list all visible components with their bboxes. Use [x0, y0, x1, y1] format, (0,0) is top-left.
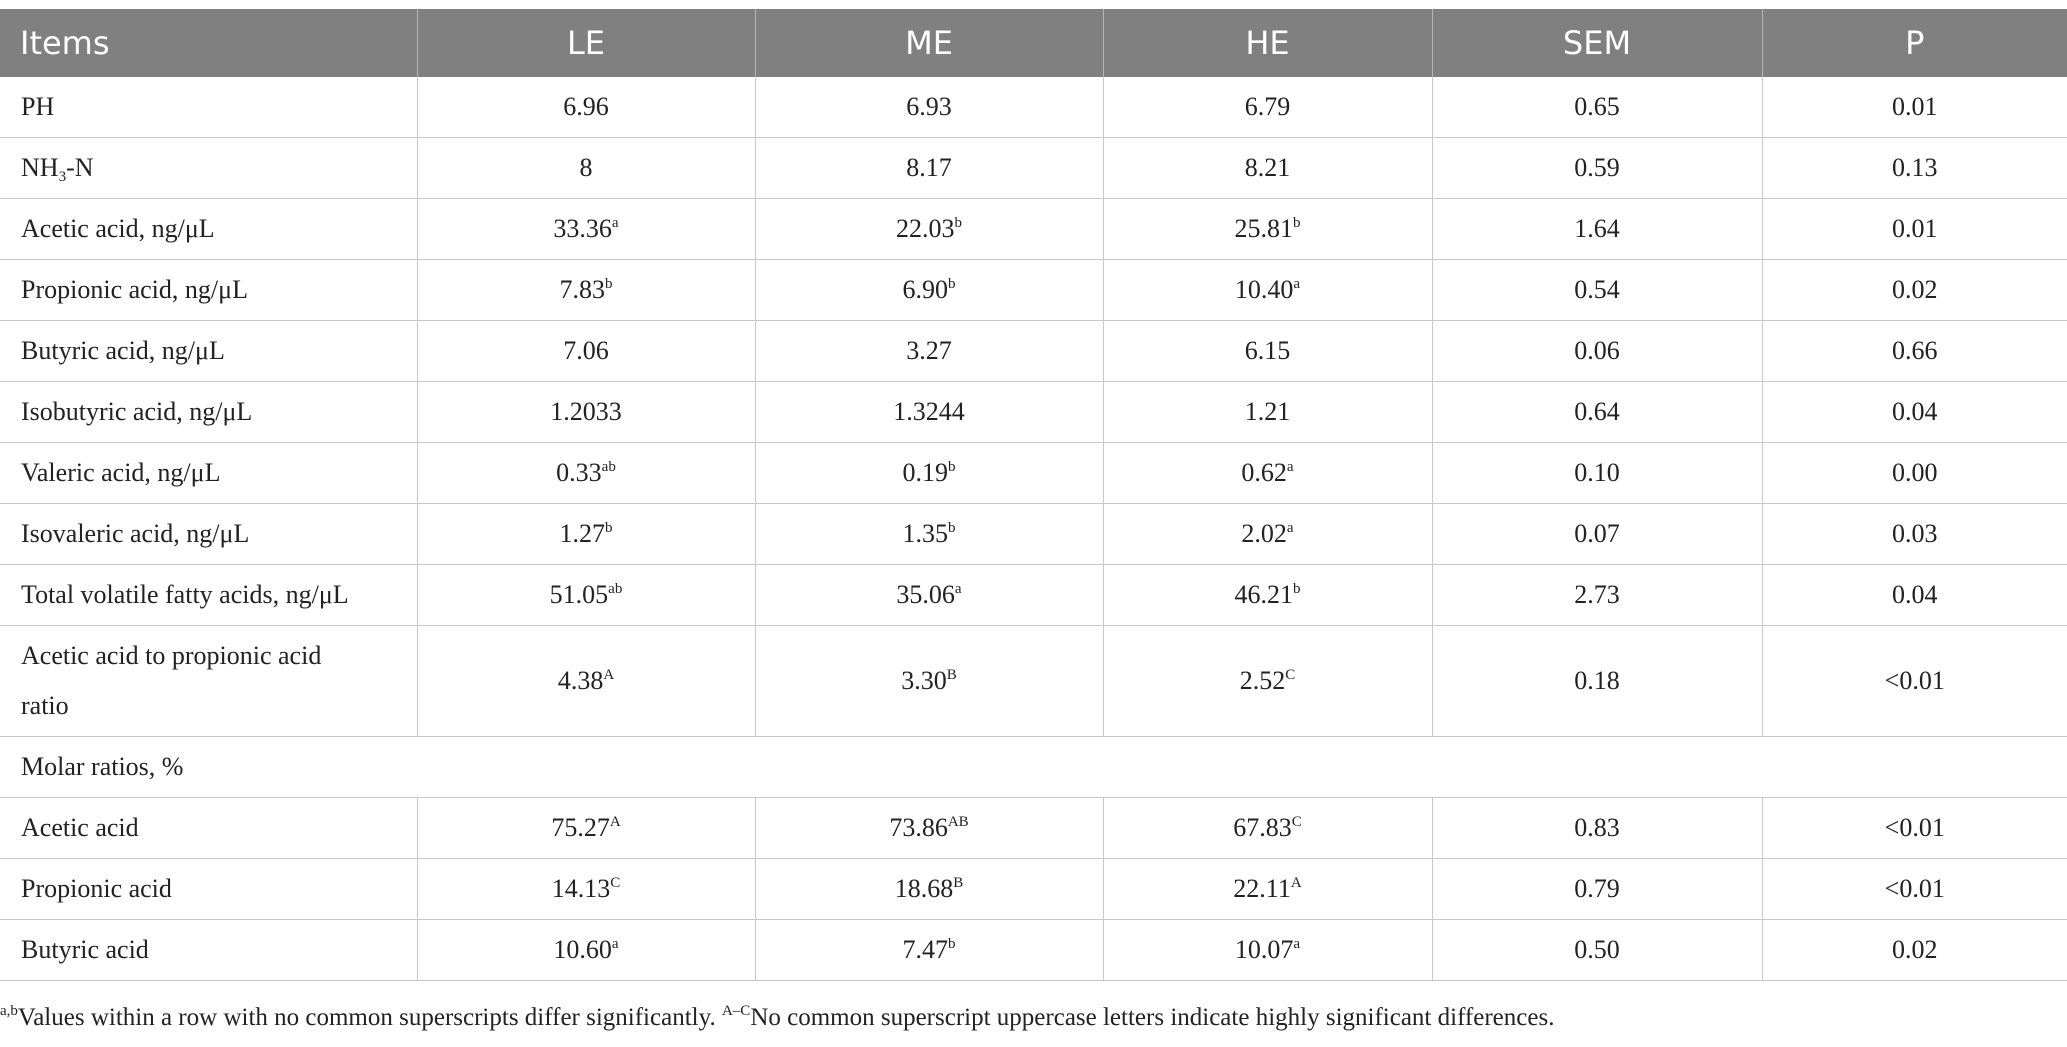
cell-he: 25.81$^b$	[1103, 199, 1432, 260]
table-row	[0, 798, 2067, 859]
table-row	[0, 565, 2067, 626]
cell-p: 0.66	[1762, 321, 2067, 382]
row-label: Isobutyric acid, ng/μL	[0, 382, 417, 443]
cell-me: 22.03$^b$	[755, 199, 1103, 260]
cell-p: <0.01	[1762, 859, 2067, 920]
cell-he: $67.83^C$	[1103, 798, 1432, 859]
cell-sem: 0.79	[1432, 859, 1762, 920]
cell-he: 46.21$^b$	[1103, 565, 1432, 626]
row-label: Propionic acid	[0, 859, 417, 920]
table-row	[0, 443, 2067, 504]
header-he: HE	[1103, 9, 1432, 77]
row-label: Valeric acid, ng/μL	[0, 443, 417, 504]
cell-me: 35.06$^a$	[755, 565, 1103, 626]
cell-he: 1.21	[1103, 382, 1432, 443]
footnote-sup-lowercase: a,b	[0, 1003, 18, 1019]
row-label: Butyric acid	[0, 920, 417, 981]
cell-he: 8.21	[1103, 138, 1432, 199]
header-items: Items	[0, 9, 417, 77]
cell-sem: 0.54	[1432, 260, 1762, 321]
cell-le: 0.33$^{ab}$	[417, 443, 755, 504]
cell-he: $2.52^C$	[1103, 626, 1432, 737]
cell-p: <0.01	[1762, 798, 2067, 859]
section-label: Molar ratios, %	[0, 737, 2067, 798]
cell-he: 0.62$^a$	[1103, 443, 1432, 504]
cell-me: $73.86^{AB}$	[755, 798, 1103, 859]
header-me: ME	[755, 9, 1103, 77]
cell-sem: 0.10	[1432, 443, 1762, 504]
footnote-text-lowercase: Values within a row with no common superscripts differ significantly.	[17, 1004, 722, 1031]
row-label: Butyric acid, ng/μL	[0, 321, 417, 382]
cell-sem: 0.50	[1432, 920, 1762, 981]
header-row	[0, 9, 2067, 77]
cell-me: 1.3244	[755, 382, 1103, 443]
table-header	[0, 9, 2067, 77]
table-row	[0, 504, 2067, 565]
table-row	[0, 77, 2067, 138]
row-label: Total volatile fatty acids, ng/μL	[0, 565, 417, 626]
cell-p: <0.01	[1762, 626, 2067, 737]
cell-le: $75.27^A$	[417, 798, 755, 859]
results-table	[0, 9, 2067, 981]
cell-le: 10.60$^a$	[417, 920, 755, 981]
cell-me: $3.30^B$	[755, 626, 1103, 737]
cell-sem: 0.64	[1432, 382, 1762, 443]
cell-p: 0.01	[1762, 77, 2067, 138]
cell-le: 1.2033	[417, 382, 755, 443]
row-label: Acetic acid to propionic acid ratio	[0, 626, 417, 737]
table-footnote	[0, 1004, 1554, 1032]
cell-he: 10.40$^a$	[1103, 260, 1432, 321]
table-row	[0, 626, 2067, 737]
cell-le: 51.05$^{ab}$	[417, 565, 755, 626]
cell-he: 10.07$^a$	[1103, 920, 1432, 981]
cell-p: 0.02	[1762, 260, 2067, 321]
table-row	[0, 382, 2067, 443]
section-row	[0, 737, 2067, 798]
row-label: Propionic acid, ng/μL	[0, 260, 417, 321]
cell-he: 6.15	[1103, 321, 1432, 382]
cell-le: 7.06	[417, 321, 755, 382]
data-table-container	[0, 9, 2067, 981]
table-row	[0, 199, 2067, 260]
table-row	[0, 138, 2067, 199]
row-label: Isovaleric acid, ng/μL	[0, 504, 417, 565]
cell-me: 1.35$^b$	[755, 504, 1103, 565]
cell-me: $18.68^B$	[755, 859, 1103, 920]
cell-p: 0.02	[1762, 920, 2067, 981]
cell-p: 0.04	[1762, 565, 2067, 626]
cell-le: 8	[417, 138, 755, 199]
header-le: LE	[417, 9, 755, 77]
cell-me: 6.93	[755, 77, 1103, 138]
row-label: PH	[0, 77, 417, 138]
header-p: P	[1762, 9, 2067, 77]
cell-p: 0.03	[1762, 504, 2067, 565]
row-label: Acetic acid	[0, 798, 417, 859]
cell-sem: 0.18	[1432, 626, 1762, 737]
cell-me: 0.19$^b$	[755, 443, 1103, 504]
cell-p: 0.01	[1762, 199, 2067, 260]
table-row	[0, 321, 2067, 382]
cell-p: 0.13	[1762, 138, 2067, 199]
cell-le: $4.38^A$	[417, 626, 755, 737]
row-label: $NH_3-N$	[0, 138, 417, 199]
cell-sem: 2.73	[1432, 565, 1762, 626]
footnote-sup-uppercase: A–C	[721, 1003, 751, 1019]
cell-sem: 1.64	[1432, 199, 1762, 260]
cell-he: 6.79	[1103, 77, 1432, 138]
cell-me: 6.90$^b$	[755, 260, 1103, 321]
table-body	[0, 77, 2067, 981]
cell-sem: 0.83	[1432, 798, 1762, 859]
cell-le: $14.13^C$	[417, 859, 755, 920]
cell-sem: 0.06	[1432, 321, 1762, 382]
cell-he: $22.11^A$	[1103, 859, 1432, 920]
cell-le: 7.83$^b$	[417, 260, 755, 321]
cell-me: 7.47$^b$	[755, 920, 1103, 981]
cell-le: 33.36$^a$	[417, 199, 755, 260]
cell-sem: 0.59	[1432, 138, 1762, 199]
cell-me: 3.27	[755, 321, 1103, 382]
header-sem: SEM	[1432, 9, 1762, 77]
table-row	[0, 260, 2067, 321]
table-row	[0, 920, 2067, 981]
cell-le: 6.96	[417, 77, 755, 138]
row-label: Acetic acid, ng/μL	[0, 199, 417, 260]
cell-le: 1.27$^b$	[417, 504, 755, 565]
cell-sem: 0.07	[1432, 504, 1762, 565]
footnote-text-uppercase: No common superscript uppercase letters indicate highly significant differences.	[750, 1004, 1555, 1031]
cell-sem: 0.65	[1432, 77, 1762, 138]
cell-p: 0.04	[1762, 382, 2067, 443]
cell-p: 0.00	[1762, 443, 2067, 504]
cell-me: 8.17	[755, 138, 1103, 199]
cell-he: 2.02$^a$	[1103, 504, 1432, 565]
table-row	[0, 859, 2067, 920]
